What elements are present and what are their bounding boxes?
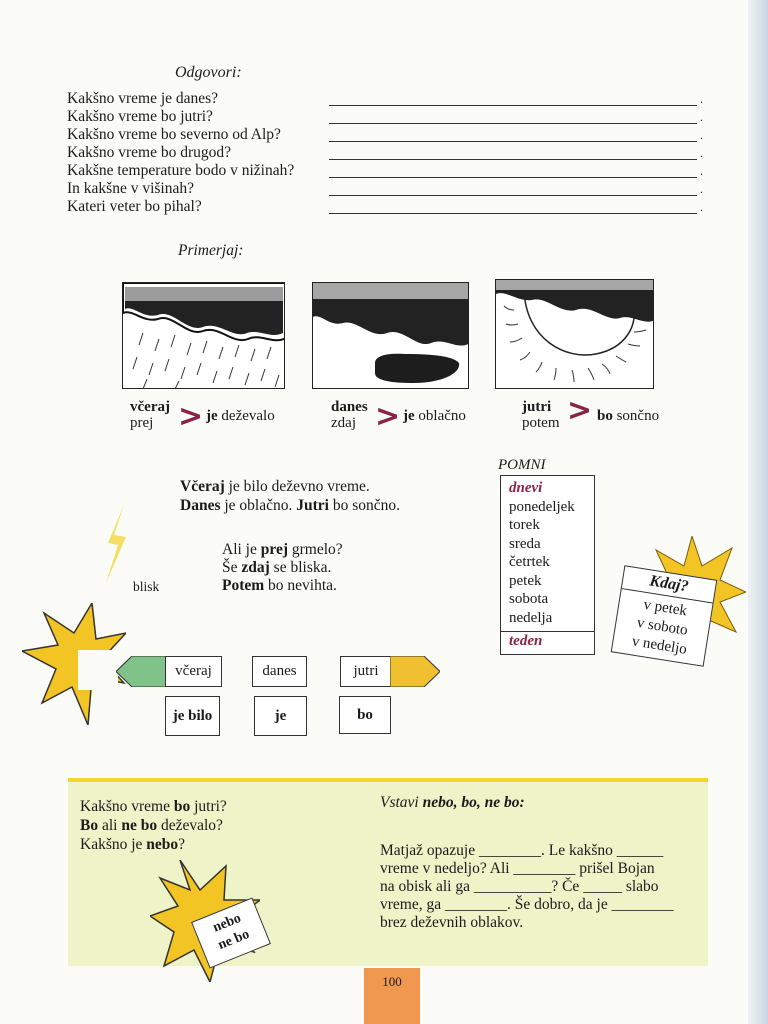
example-sentence: Potem bo nevihta. bbox=[222, 577, 337, 594]
sunny-illustration bbox=[495, 279, 654, 389]
when-card bbox=[611, 565, 718, 667]
task-title: Vstavi nebo, bo, ne bo: bbox=[380, 794, 525, 811]
fill-in-text bbox=[380, 842, 706, 932]
question-row: Kakšno vreme je danes? . bbox=[67, 90, 703, 107]
caption-today bbox=[331, 399, 368, 431]
example-sentence: Danes je oblačno. Jutri bo sončno. bbox=[180, 497, 401, 514]
compare-heading: Primerjaj: bbox=[178, 242, 244, 259]
when-item: v nedeljo bbox=[630, 633, 688, 658]
bottom-question: Kakšno vreme bo jutri? bbox=[80, 798, 227, 815]
timeline-future-verb: bo bbox=[339, 696, 391, 734]
day-item: petek bbox=[509, 572, 542, 589]
compare-arrow-icon: > bbox=[375, 399, 401, 434]
lightning-icon bbox=[96, 505, 146, 590]
caption-word: jutri bbox=[522, 399, 552, 415]
caption-alt: zdaj bbox=[331, 415, 356, 431]
caption-word: včeraj bbox=[130, 399, 170, 415]
day-item: sobota bbox=[509, 591, 549, 607]
timeline-today: danes bbox=[252, 656, 307, 687]
day-item: nedelja bbox=[509, 609, 553, 626]
week-label: teden bbox=[509, 633, 543, 649]
question-row: Kakšno vreme bo drugod? . bbox=[67, 144, 703, 161]
compare-arrow-icon: > bbox=[567, 393, 593, 428]
when-title: Kdaj? bbox=[622, 566, 716, 603]
days-box bbox=[500, 475, 595, 655]
question-text: In kakšne v višinah? bbox=[67, 180, 194, 197]
question-row: Kakšno vreme bo jutri? . bbox=[67, 108, 703, 125]
answer-line[interactable] bbox=[329, 141, 697, 142]
question-row: Kateri veter bo pihal? . bbox=[67, 198, 703, 215]
answer-line[interactable] bbox=[329, 123, 697, 124]
cloudy-illustration bbox=[312, 282, 469, 389]
caption-alt: prej bbox=[130, 415, 154, 431]
question-row: In kakšne v višinah? . bbox=[67, 180, 703, 197]
question-text: Kateri veter bo pihal? bbox=[67, 198, 202, 215]
question-text: Kakšno vreme bo drugod? bbox=[67, 144, 231, 161]
nebo-label: nebo bbox=[210, 910, 244, 936]
answer-line[interactable] bbox=[329, 159, 697, 160]
timeline-yesterday: včeraj bbox=[165, 656, 222, 687]
fill-in-line[interactable]: vreme v nedeljo? Ali ________ prišel Bojan bbox=[380, 860, 655, 877]
question-row: Kakšne temperature bodo v nižinah? . bbox=[67, 162, 703, 179]
page-number: 100 bbox=[364, 968, 420, 1024]
question-row: Kakšno vreme bo severno od Alp? . bbox=[67, 126, 703, 143]
questions-heading: Odgovori: bbox=[175, 64, 242, 81]
question-text: Kakšno vreme bo jutri? bbox=[67, 108, 213, 125]
day-item: sreda bbox=[509, 535, 541, 552]
caption-yesterday bbox=[130, 399, 170, 431]
fill-in-line[interactable]: Matjaž opazuje ________. Le kakšno ______ bbox=[380, 842, 664, 859]
fill-in-line[interactable]: brez deževnih oblakov. bbox=[380, 914, 524, 931]
compare-arrow-icon: > bbox=[178, 399, 204, 434]
ne-bo-label: ne bo bbox=[216, 926, 252, 953]
when-item: v soboto bbox=[635, 614, 689, 639]
rain-cloud-illustration bbox=[122, 282, 285, 389]
when-item: v petek bbox=[642, 596, 689, 620]
caption-alt: potem bbox=[522, 415, 560, 431]
page-edge bbox=[748, 0, 768, 1024]
day-item: četrtek bbox=[509, 554, 550, 570]
caption-today-verb: je oblačno bbox=[403, 408, 466, 424]
question-text: Kakšno vreme bo severno od Alp? bbox=[67, 126, 281, 143]
timeline-tomorrow: jutri bbox=[340, 656, 392, 687]
question-text: Kakšne temperature bodo v nižinah? bbox=[67, 162, 295, 179]
bottom-question: Kakšno je nebo? bbox=[80, 836, 186, 853]
caption-word: danes bbox=[331, 399, 368, 415]
example-sentence: Ali je prej grmelo? bbox=[222, 541, 343, 558]
caption-yesterday-verb: je deževalo bbox=[206, 408, 275, 424]
pomni-title: POMNI bbox=[498, 457, 546, 473]
timeline-past-verb: je bilo bbox=[165, 696, 220, 736]
question-list bbox=[67, 90, 707, 216]
timeline-present-verb: je bbox=[254, 696, 307, 736]
day-item: torek bbox=[509, 517, 540, 533]
fill-in-line[interactable]: vreme, ga ________. Še dobro, da je ________ bbox=[380, 896, 674, 913]
bottom-question: Bo ali ne bo deževalo? bbox=[80, 817, 223, 834]
example-sentence: Včeraj je bilo deževno vreme. bbox=[180, 478, 370, 495]
caption-tomorrow bbox=[522, 399, 560, 431]
star-mask bbox=[78, 650, 118, 690]
lightning-label: blisk bbox=[133, 579, 160, 594]
question-text: Kakšno vreme je danes? bbox=[67, 90, 219, 107]
answer-line[interactable] bbox=[329, 177, 697, 178]
days-header: dnevi bbox=[509, 480, 543, 496]
example-sentence: Še zdaj se bliska. bbox=[222, 559, 332, 576]
answer-line[interactable] bbox=[329, 105, 697, 106]
answer-line[interactable] bbox=[329, 195, 697, 196]
caption-tomorrow-verb: bo sončno bbox=[597, 408, 660, 424]
day-item: ponedeljek bbox=[509, 498, 575, 515]
past-arrow-icon bbox=[116, 656, 168, 692]
answer-line[interactable] bbox=[329, 213, 697, 214]
future-arrow-icon bbox=[390, 656, 440, 692]
fill-in-line[interactable]: na obisk ali ga __________? Če _____ slabo bbox=[380, 878, 659, 895]
